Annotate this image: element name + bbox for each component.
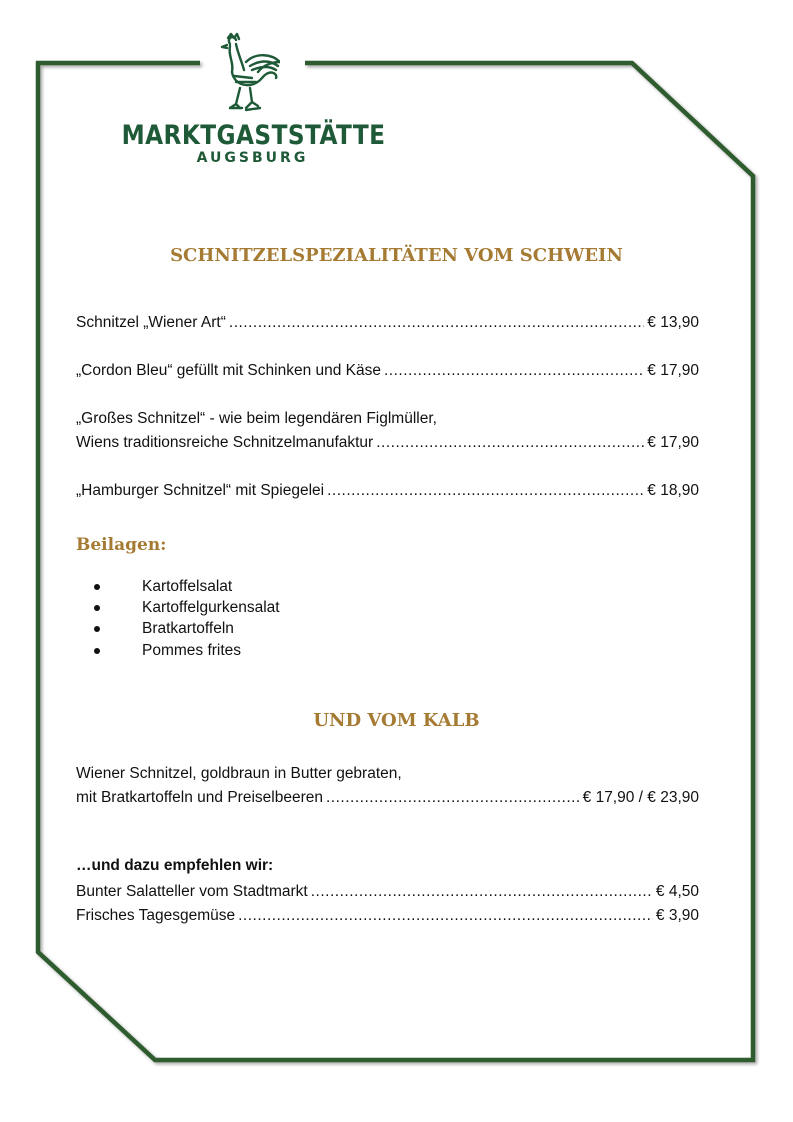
menu-item-name: „Cordon Bleu“ gefüllt mit Schinken und Käse (76, 362, 381, 379)
bullet-icon (94, 605, 100, 611)
menu-item-price: € 3,90 (655, 907, 699, 924)
menu-item-name: Schnitzel „Wiener Art“ (76, 314, 226, 331)
list-item-label: Bratkartoffeln (142, 620, 234, 638)
leader-dots (326, 789, 580, 807)
list-item (94, 597, 280, 618)
list-item (94, 640, 280, 661)
leader-dots (229, 314, 644, 332)
menu-item-price: € 17,90 / € 23,90 (582, 789, 699, 806)
leader-dots (238, 907, 653, 925)
leader-dots (311, 883, 653, 901)
brand-city: AUGSBURG (196, 150, 309, 166)
menu-item-price: € 18,90 (647, 482, 699, 499)
leader-dots (327, 482, 644, 500)
list-item (94, 576, 280, 597)
beilagen-list (94, 576, 280, 661)
list-item-label: Kartoffelsalat (142, 577, 233, 595)
list-item-label: Kartoffelgurkensalat (142, 598, 280, 616)
extras-title: …und dazu empfehlen wir: (76, 857, 274, 874)
menu-item-name: Frisches Tagesgemüse (76, 907, 236, 924)
menu-item-price: € 17,90 (647, 362, 699, 379)
menu-item (76, 789, 699, 807)
bullet-icon (94, 648, 100, 654)
bullet-icon (94, 584, 100, 590)
list-item-label: Pommes frites (142, 641, 242, 659)
menu-item (76, 883, 699, 901)
menu-item-price: € 4,50 (655, 883, 699, 900)
rooster-logo-icon (200, 28, 280, 118)
menu-item (76, 314, 699, 332)
menu-item (76, 907, 699, 925)
brand-name: MARKTGASTSTÄTTE (121, 120, 386, 151)
leader-dots (376, 434, 644, 452)
list-item (94, 619, 280, 640)
bullet-icon (94, 626, 100, 632)
menu-item-name: Bunter Salatteller vom Stadtmarkt (76, 883, 308, 900)
menu-item-name: Wiens traditionsreiche Schnitzelmanufaktur (76, 434, 374, 451)
menu-item-price: € 13,90 (647, 314, 699, 331)
menu-item-description: Wiener Schnitzel, goldbraun in Butter gebraten, (76, 765, 402, 782)
menu-item-name: „Hamburger Schnitzel“ mit Spiegelei (76, 482, 325, 499)
leader-dots (384, 362, 644, 380)
section-title-schwein: SCHNITZELSPEZIALITÄTEN VOM SCHWEIN (170, 245, 623, 266)
menu-item (76, 362, 699, 380)
section-title-kalb: UND VOM KALB (313, 710, 480, 731)
beilagen-title: Beilagen: (76, 535, 167, 555)
menu-item (76, 434, 699, 452)
menu-item-price: € 17,90 (647, 434, 699, 451)
menu-item-name: mit Bratkartoffeln und Preiselbeeren (76, 789, 323, 806)
menu-item (76, 482, 699, 500)
menu-item-description: „Großes Schnitzel“ - wie beim legendären Figlmüller, (76, 410, 437, 427)
